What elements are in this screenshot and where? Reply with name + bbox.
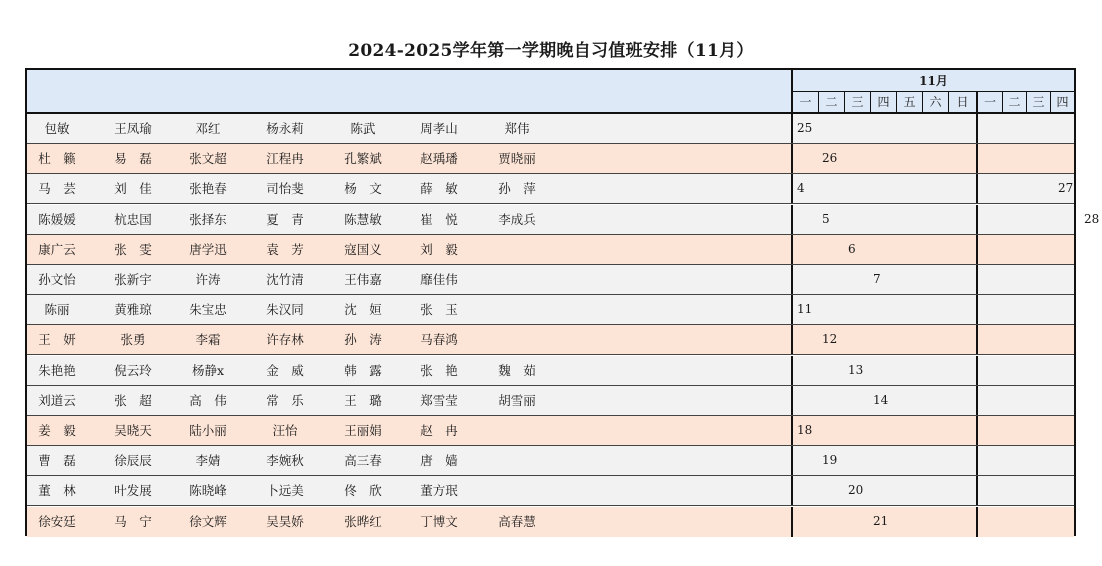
duty-date: 7 xyxy=(873,272,881,286)
teacher-name: 张新宇 xyxy=(114,272,152,287)
teacher-name: 高春慧 xyxy=(498,513,536,529)
teacher-name: 孙文怡 xyxy=(38,272,76,287)
duty-date: 13 xyxy=(848,362,864,377)
table-row xyxy=(27,235,1074,265)
teacher-name: 郑雪莹 xyxy=(420,392,458,408)
teacher-name: 张 超 xyxy=(114,392,152,408)
teacher-name: 常 乐 xyxy=(266,392,304,408)
teacher-name: 杜 籁 xyxy=(38,151,76,167)
teacher-name: 江程冉 xyxy=(266,151,304,167)
names-cell-group xyxy=(27,386,793,415)
teacher-name: 徐辰辰 xyxy=(114,453,152,469)
teacher-name: 张择东 xyxy=(189,211,227,227)
week2-date-cell xyxy=(978,144,1074,173)
teacher-name: 袁 芳 xyxy=(266,241,304,257)
teacher-name: 孔繁斌 xyxy=(344,151,382,167)
weekday-cell: 六 xyxy=(923,92,949,112)
week1-date-cell xyxy=(793,476,978,505)
duty-date: 6 xyxy=(848,241,856,256)
teacher-name xyxy=(481,476,553,505)
teacher-name: 张艳春 xyxy=(189,181,227,197)
teacher-name: 靡佳伟 xyxy=(420,272,458,287)
teacher-name: 韩 露 xyxy=(344,362,382,378)
teacher-name: 王凤瑜 xyxy=(114,121,152,136)
teacher-name: 杨静x xyxy=(191,362,225,378)
names-cell-group xyxy=(27,416,793,445)
duty-date: 12 xyxy=(822,332,838,347)
teacher-name xyxy=(481,416,553,445)
names-cell-group xyxy=(27,265,793,294)
names-cell-group xyxy=(27,356,793,385)
week2-date-cell xyxy=(978,265,1074,294)
weekday-cell: 三 xyxy=(845,92,871,112)
teacher-name: 陈武 xyxy=(350,121,376,136)
teacher-name: 徐文辉 xyxy=(189,513,227,529)
week1-date-cell xyxy=(793,144,978,173)
teacher-name: 曹 磊 xyxy=(38,453,76,469)
teacher-name: 贾晓丽 xyxy=(498,151,536,167)
teacher-name: 陈媛媛 xyxy=(38,211,76,227)
names-cell-group xyxy=(27,174,793,203)
week2-date-cell xyxy=(978,356,1074,385)
names-cell-group xyxy=(27,144,793,173)
teacher-name: 杨 文 xyxy=(344,181,382,197)
teacher-name xyxy=(481,325,553,354)
week1-date-cell xyxy=(793,295,978,324)
teacher-name: 沈竹清 xyxy=(266,272,304,287)
teacher-name: 张勇 xyxy=(120,332,146,348)
table-row xyxy=(27,205,1100,235)
teacher-name: 刘道云 xyxy=(38,392,76,408)
teacher-name: 陈丽 xyxy=(44,302,70,318)
week1-date-cell xyxy=(793,265,978,294)
week1-date-cell xyxy=(793,174,978,203)
teacher-name xyxy=(481,265,553,294)
teacher-name: 杨永莉 xyxy=(266,121,304,136)
week1-date-cell xyxy=(793,114,978,143)
teacher-name xyxy=(481,235,553,264)
header-calendar-area xyxy=(793,70,1074,114)
weekday-cell: 二 xyxy=(1003,92,1027,112)
teacher-name: 朱宝忠 xyxy=(189,302,227,318)
weekday-cell: 一 xyxy=(793,92,819,112)
weekday-cell: 五 xyxy=(897,92,923,112)
teacher-name: 高三春 xyxy=(344,453,382,469)
names-cell-group xyxy=(27,476,793,505)
teacher-name: 包敏 xyxy=(44,121,70,136)
teacher-name: 王伟嘉 xyxy=(344,272,382,287)
teacher-name: 董 林 xyxy=(38,483,76,499)
teacher-name: 刘 佳 xyxy=(114,181,152,197)
duty-date: 20 xyxy=(848,483,864,498)
weekday-cell: 四 xyxy=(871,92,897,112)
duty-date: 28 xyxy=(1084,211,1100,226)
teacher-name: 唐学迅 xyxy=(189,241,227,257)
table-row xyxy=(27,114,1074,144)
teacher-name: 孙 萍 xyxy=(498,181,536,197)
teacher-name: 沈 姮 xyxy=(344,302,382,318)
duty-schedule-table xyxy=(25,68,1100,536)
week1-date-cell xyxy=(793,386,978,415)
teacher-name: 卜远美 xyxy=(266,483,304,499)
names-cell-group xyxy=(27,446,793,475)
duty-date: 5 xyxy=(822,211,830,226)
table-row xyxy=(27,174,1074,204)
teacher-name: 许涛 xyxy=(195,272,221,287)
teacher-name: 马 芸 xyxy=(38,181,76,197)
duty-date: 27 xyxy=(1058,181,1074,196)
table-row xyxy=(27,386,1074,416)
names-cell-group xyxy=(27,325,793,354)
names-cell-group xyxy=(27,507,793,537)
teacher-name: 赵 冉 xyxy=(420,423,458,438)
teacher-name: 刘 毅 xyxy=(420,241,458,257)
week2-date-cell xyxy=(978,325,1074,354)
teacher-name: 李霜 xyxy=(195,332,221,348)
duty-date: 14 xyxy=(873,392,889,407)
teacher-name: 许存林 xyxy=(266,332,304,348)
teacher-name: 黄雅琼 xyxy=(114,302,152,318)
teacher-name: 张文超 xyxy=(189,151,227,167)
table-row xyxy=(27,265,1074,295)
teacher-name: 魏 茹 xyxy=(498,362,536,378)
teacher-name: 薛 敏 xyxy=(420,181,458,197)
duty-date: 19 xyxy=(822,453,838,468)
duty-date: 4 xyxy=(797,181,805,196)
weekday-cell: 一 xyxy=(978,92,1003,112)
teacher-name: 高 伟 xyxy=(189,392,227,408)
week2-date-cell xyxy=(978,386,1074,415)
teacher-name: 王丽娟 xyxy=(344,423,382,438)
table-row xyxy=(27,507,1074,537)
teacher-name: 李婉秋 xyxy=(266,453,304,469)
week2-date-cell xyxy=(978,174,1074,203)
weekday-cell: 三 xyxy=(1027,92,1051,112)
week2-date-cell xyxy=(978,446,1074,475)
teacher-name: 陆小丽 xyxy=(189,423,227,438)
page-title: 2024-2025学年第一学期晚自习值班安排（11月） xyxy=(348,41,754,61)
table-row xyxy=(27,325,1074,355)
teacher-name: 汪怡 xyxy=(272,423,298,438)
teacher-name: 马 宁 xyxy=(114,513,152,529)
teacher-name: 马春鸿 xyxy=(420,332,458,348)
week2-date-cell xyxy=(978,476,1074,505)
teacher-name: 赵瑀璠 xyxy=(420,151,458,167)
teacher-name: 孙 涛 xyxy=(344,332,382,348)
table-row xyxy=(27,356,1074,386)
teacher-name: 姜 毅 xyxy=(38,423,76,438)
teacher-name: 崔 悦 xyxy=(420,211,458,227)
teacher-name: 佟 欣 xyxy=(344,483,382,499)
teacher-name: 王 妍 xyxy=(38,332,76,348)
names-cell-group xyxy=(27,295,793,324)
teacher-name: 王 璐 xyxy=(344,392,382,408)
teacher-name: 丁博文 xyxy=(420,513,458,529)
teacher-name: 吴昊娇 xyxy=(266,513,304,529)
table-row xyxy=(27,446,1074,476)
teacher-name: 康广云 xyxy=(38,241,76,257)
week1-date-cell xyxy=(793,356,978,385)
teacher-name: 陈晓峰 xyxy=(189,483,227,499)
duty-date: 25 xyxy=(797,121,813,135)
teacher-name: 张 艳 xyxy=(420,362,458,378)
teacher-name: 张 雯 xyxy=(114,241,152,257)
teacher-name: 郑伟 xyxy=(504,121,530,136)
week1-date-cell xyxy=(793,416,978,445)
teacher-name: 朱艳艳 xyxy=(38,362,76,378)
teacher-name: 陈慧敏 xyxy=(344,211,382,227)
table-row xyxy=(27,144,1074,174)
duty-date: 11 xyxy=(797,302,813,317)
header-names-area xyxy=(27,70,793,114)
week2-date-cell xyxy=(978,295,1074,324)
teacher-name xyxy=(481,295,553,324)
teacher-name: 徐安廷 xyxy=(38,513,76,529)
week1-date-cell xyxy=(793,446,978,475)
teacher-name xyxy=(481,446,553,475)
names-cell-group xyxy=(27,235,793,264)
week2-date-cell xyxy=(978,507,1074,537)
teacher-name: 杭忠国 xyxy=(114,211,152,227)
week2-date-cell xyxy=(978,114,1074,143)
duty-date: 21 xyxy=(873,513,889,528)
teacher-name: 倪云玲 xyxy=(114,362,152,378)
teacher-name: 寇国义 xyxy=(344,241,382,257)
weekday-cell: 二 xyxy=(819,92,845,112)
table-row xyxy=(27,476,1074,506)
weekday-cell: 日 xyxy=(949,92,978,112)
week1-date-cell xyxy=(793,507,978,537)
teacher-name: 夏 青 xyxy=(266,211,304,227)
teacher-name: 邓红 xyxy=(195,121,221,136)
teacher-name: 张晔红 xyxy=(344,513,382,529)
teacher-name: 易 磊 xyxy=(114,151,152,167)
teacher-name: 董方珉 xyxy=(420,483,458,499)
table-row xyxy=(27,295,1074,325)
teacher-name: 叶发展 xyxy=(114,483,152,499)
teacher-name: 朱汉同 xyxy=(266,302,304,318)
weekday-cell: 四 xyxy=(1056,95,1069,109)
teacher-name: 吴晓天 xyxy=(114,423,152,438)
week1-date-cell xyxy=(793,325,978,354)
month-label: 11月 xyxy=(793,70,1074,92)
week2-date-cell xyxy=(978,416,1074,445)
teacher-name: 李成兵 xyxy=(498,211,536,227)
week2-date-cell xyxy=(978,205,1100,234)
week1-date-cell xyxy=(793,235,978,264)
names-cell-group xyxy=(27,114,793,143)
duty-date: 18 xyxy=(797,423,813,437)
duty-date: 26 xyxy=(822,151,838,166)
table-row xyxy=(27,416,1074,446)
teacher-name: 司怡斐 xyxy=(266,181,304,197)
teacher-name: 李婧 xyxy=(195,453,221,469)
teacher-name: 唐 嫱 xyxy=(420,453,458,469)
teacher-name: 周孝山 xyxy=(420,121,458,136)
week1-date-cell xyxy=(793,205,978,234)
week2-date-cell xyxy=(978,235,1074,264)
names-cell-group xyxy=(27,205,793,234)
teacher-name: 胡雪丽 xyxy=(498,392,536,408)
teacher-name: 金 威 xyxy=(266,362,304,378)
teacher-name: 张 玉 xyxy=(420,302,458,318)
